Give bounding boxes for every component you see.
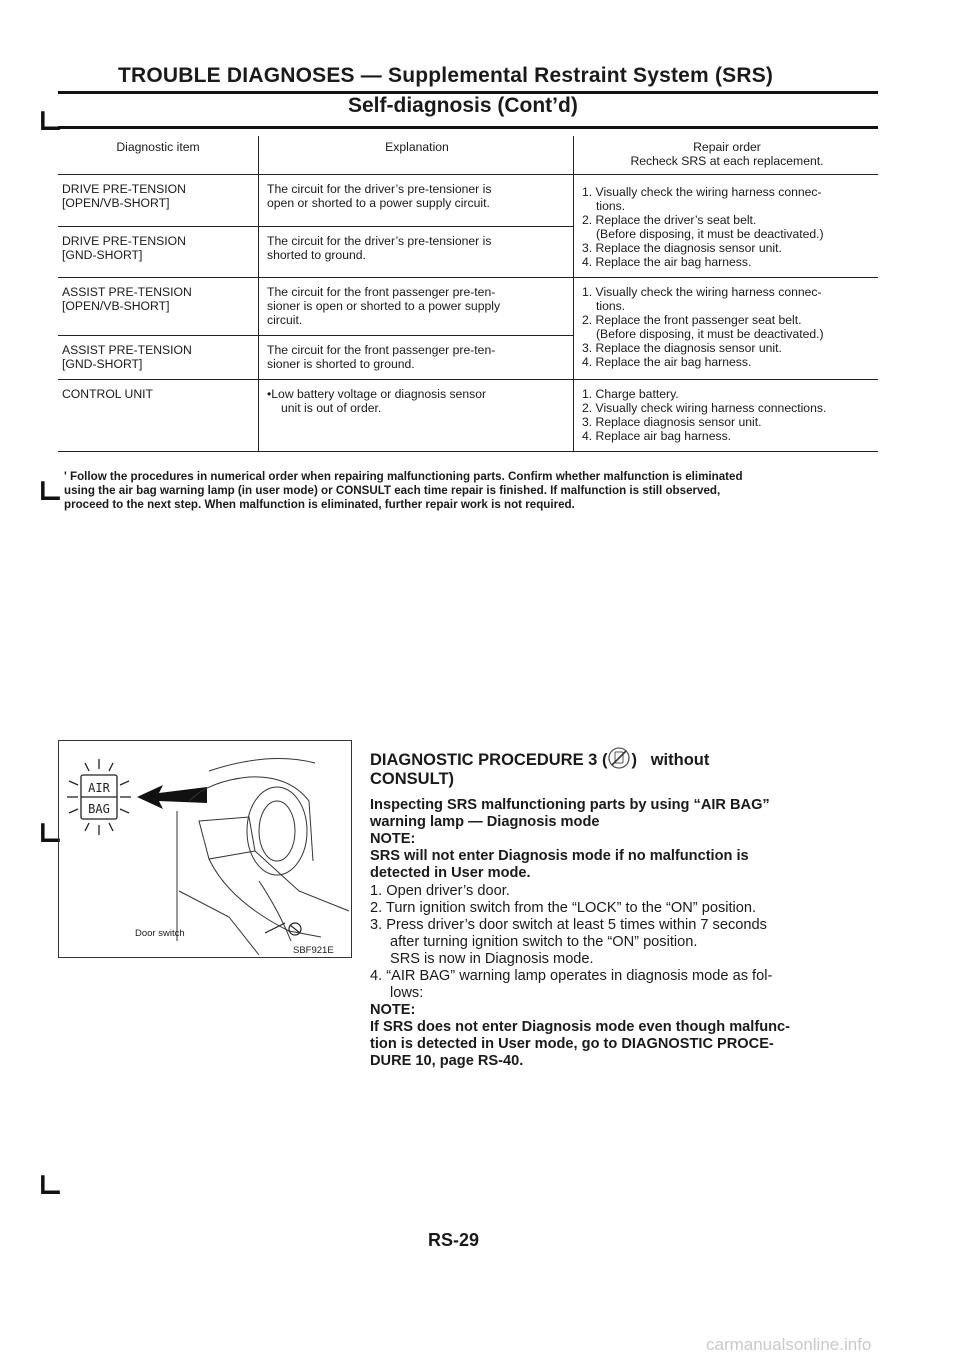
procedure-step-continued: after turning ignition switch to the “ON” position. xyxy=(390,934,698,950)
watermark: carmanualsonline.info xyxy=(706,1335,872,1354)
procedure-heading xyxy=(370,746,875,789)
footnote-mark: ' xyxy=(64,470,67,483)
explanation-text: The circuit for the driver’s pre-tensioner is xyxy=(267,233,492,248)
margin-bracket-mark: ∟ xyxy=(38,1169,64,1204)
page-title: TROUBLE DIAGNOSES — Supplemental Restraint System (SRS) xyxy=(118,64,774,87)
explanation-text: The circuit for the driver’s pre-tensioner is xyxy=(267,182,492,196)
table-row xyxy=(58,278,878,336)
procedure-step: 4. “AIR BAG” warning lamp operates in diagnosis mode as fol- xyxy=(370,968,773,984)
explanation-text: shorted to ground. xyxy=(267,247,366,262)
diagnostic-item-code: [GND-SHORT] xyxy=(62,247,143,262)
repair-step: 1. Visually check the wiring harness connec- xyxy=(582,185,822,199)
note-label: NOTE: xyxy=(370,1002,416,1018)
diagnostic-item-code: [OPEN/VB-SHORT] xyxy=(62,196,170,210)
repair-step: (Before disposing, it must be deactivated.) xyxy=(596,227,824,241)
repair-step: (Before disposing, it must be deactivated.) xyxy=(596,327,824,341)
procedure-step: 3. Press driver’s door switch at least 5 times within 7 seconds xyxy=(370,917,767,933)
note-text: If SRS does not enter Diagnosis mode even though malfunc- tion is detected in User mode, go to DIAGNOSTIC PROCE- DURE 10, page RS-40. xyxy=(370,1019,791,1069)
column-header-repair-order: Repair order Recheck SRS at each replacement. xyxy=(574,136,879,175)
page-subtitle: Self-diagnosis (Cont’d) xyxy=(348,94,578,117)
repair-step: 2. Replace the front passenger seat belt. xyxy=(582,313,802,327)
diagnostic-item: ASSIST PRE-TENSION xyxy=(62,285,192,299)
repair-step: 3. Replace the diagnosis sensor unit. xyxy=(582,241,782,255)
subtitle-rule xyxy=(58,126,878,129)
table-row xyxy=(58,380,878,452)
lamp-text-air: AIR xyxy=(88,781,110,795)
door-switch-figure xyxy=(58,740,352,958)
explanation-text: sioner is shorted to ground. xyxy=(267,357,415,371)
repair-step: 3. Replace the diagnosis sensor unit. xyxy=(582,341,782,355)
diagnostic-item: DRIVE PRE-TENSION xyxy=(62,233,186,248)
diagnostic-item-code: [GND-SHORT] xyxy=(62,357,143,371)
door-switch-label: Door switch xyxy=(135,928,185,939)
explanation-text: sioner is open or shorted to a power supply xyxy=(267,299,501,313)
footnote-line: using the air bag warning lamp (in user mode) or CONSULT each time repair is finished. If malfunction is still observed, xyxy=(64,484,721,497)
explanation-text: The circuit for the front passenger pre-ten- xyxy=(267,343,496,357)
air-bag-lamp-icon xyxy=(67,759,131,835)
procedure-steps xyxy=(370,883,875,1002)
repair-step: 2. Visually check wiring harness connections. xyxy=(582,401,827,415)
diagnostic-item: CONTROL UNIT xyxy=(62,387,153,401)
repair-step: 4. Replace the air bag harness. xyxy=(582,255,752,269)
arrow-icon xyxy=(137,785,207,809)
procedure-heading-text: CONSULT) xyxy=(370,770,455,788)
dashboard-illustration xyxy=(59,741,351,957)
procedure-step-continued: lows: xyxy=(390,985,424,1001)
procedure-step: 2. Turn ignition switch from the “LOCK” to the “ON” position. xyxy=(370,900,757,916)
diagnostic-item: DRIVE PRE-TENSION xyxy=(62,182,186,196)
procedure-heading-text: DIAGNOSTIC PROCEDURE 3 ( xyxy=(370,751,608,769)
repair-step: 3. Replace diagnosis sensor unit. xyxy=(582,415,762,429)
diagnostic-table xyxy=(58,136,878,452)
procedure-step-continued: SRS is now in Diagnosis mode. xyxy=(390,951,594,967)
explanation-text: open or shorted to a power supply circuit. xyxy=(267,196,490,210)
note-text: SRS will not enter Diagnosis mode if no malfunction is detected in User mode. xyxy=(370,848,749,881)
repair-step: 4. Replace air bag harness. xyxy=(582,429,732,443)
note-label: NOTE: xyxy=(370,831,416,847)
procedure-subheading: Inspecting SRS malfunctioning parts by using “AIR BAG” warning lamp — Diagnosis mode xyxy=(370,797,770,830)
repair-step: tions. xyxy=(596,199,626,213)
consult-icon xyxy=(607,746,631,770)
repair-step: 4. Replace the air bag harness. xyxy=(582,355,752,369)
explanation-text: • Low battery voltage or diagnosis sensor xyxy=(267,387,567,401)
table-row xyxy=(58,175,878,227)
figure-code: SBF921E xyxy=(293,945,334,956)
repair-step: 1. Visually check the wiring harness connec- xyxy=(582,285,822,299)
procedure-heading-text: without xyxy=(650,751,710,769)
margin-bracket-mark: ∟ xyxy=(38,105,64,140)
diagnostic-item: ASSIST PRE-TENSION xyxy=(62,343,192,357)
column-header-explanation: Explanation xyxy=(259,136,574,175)
explanation-text: unit is out of order. xyxy=(281,401,382,415)
margin-bracket-mark: ∟ xyxy=(38,817,64,852)
explanation-text: The circuit for the front passenger pre-ten- xyxy=(267,285,496,299)
lamp-text-bag: BAG xyxy=(88,802,110,816)
diagnostic-procedure xyxy=(370,746,875,1070)
page-number: RS-29 xyxy=(428,1230,480,1250)
door-switch-icon xyxy=(265,923,301,935)
footnote-line: Follow the procedures in numerical order when repairing malfunctioning parts. Confirm whether malfunction is eliminated xyxy=(70,470,743,483)
column-header-diagnostic-item: Diagnostic item xyxy=(58,136,259,175)
procedure-step: 1. Open driver’s door. xyxy=(370,883,510,899)
repair-step: tions. xyxy=(596,299,626,313)
diagnostic-item-code: [OPEN/VB-SHORT] xyxy=(62,299,170,313)
margin-bracket-mark: ∟ xyxy=(38,475,64,510)
repair-step: 2. Replace the driver’s seat belt. xyxy=(582,213,757,227)
repair-step: 1. Charge battery. xyxy=(582,387,679,401)
footnote-line: proceed to the next step. When malfunction is eliminated, further repair work is not required. xyxy=(64,498,575,511)
procedure-heading-close: ) xyxy=(631,751,637,769)
explanation-text: circuit. xyxy=(267,313,303,327)
footnote xyxy=(64,470,884,512)
